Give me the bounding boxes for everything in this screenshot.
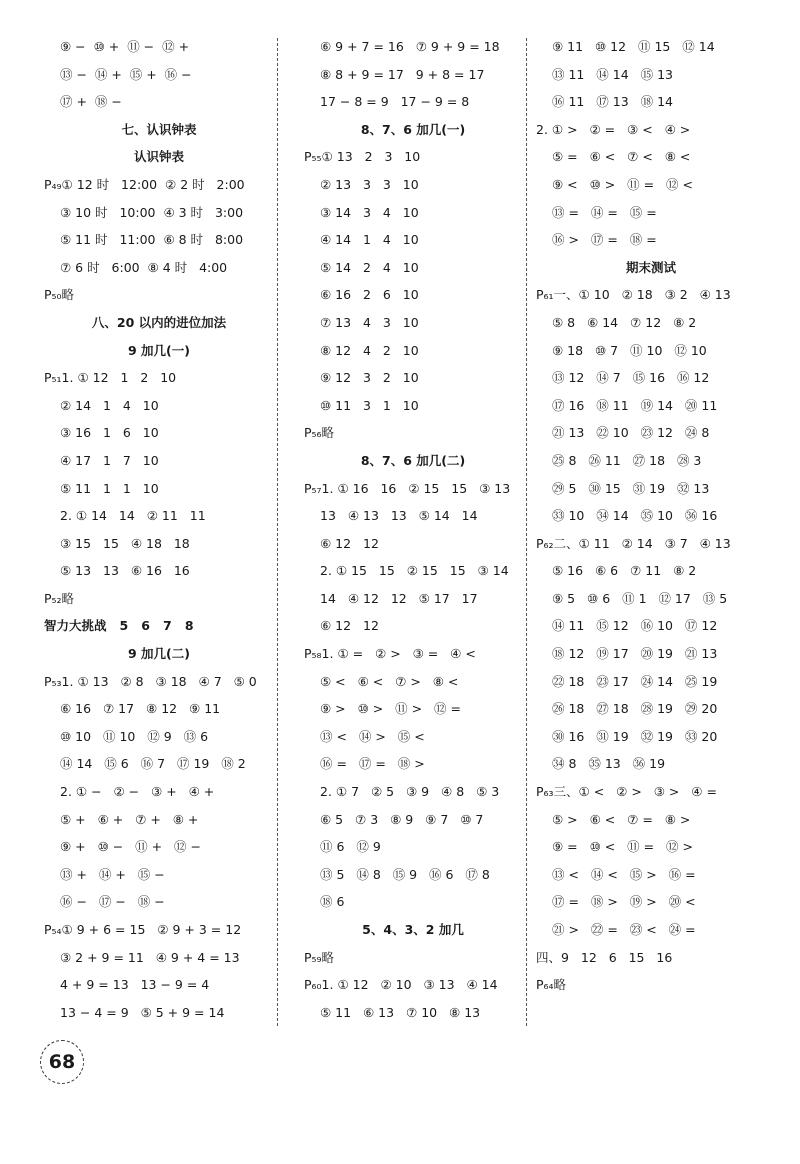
answer-line: ④ 17 1 7 10 [60, 452, 159, 468]
answer-line: P₅₇1. ① 16 16 ② 15 15 ③ 13 [304, 480, 511, 496]
answer-line: ⑰ 16 ⑱ 11 ⑲ 14 ⑳ 11 [552, 397, 718, 413]
answer-line: ⑯ > ⑰ = ⑱ = [552, 232, 657, 248]
answer-line: P₅₃1. ① 13 ② 8 ③ 18 ④ 7 ⑤ 0 [44, 673, 257, 689]
answer-line: ⑤ 11 1 1 10 [60, 480, 159, 496]
answer-line: 智力大挑战 5 6 7 8 [44, 618, 194, 634]
answer-line: ㉖ 18 ㉗ 18 ㉘ 19 ㉙ 20 [552, 701, 718, 717]
section-heading: 认识钟表 [133, 149, 184, 165]
answer-line: 14 ④ 12 12 ⑤ 17 17 [320, 590, 478, 606]
answer-line: ⑤ + ⑥ + ⑦ + ⑧ + [60, 811, 199, 827]
answer-line: ⑥ 16 ⑦ 17 ⑧ 12 ⑨ 11 [60, 701, 221, 717]
answer-line: P₆₄略 [536, 977, 567, 993]
answer-line: ⑤ 11 ⑥ 13 ⑦ 10 ⑧ 13 [320, 1004, 481, 1020]
answer-column-1 [44, 33, 274, 1023]
answer-line: ⑤ 16 ⑥ 6 ⑦ 11 ⑧ 2 [552, 563, 697, 579]
section-heading: 期末测试 [625, 259, 676, 275]
page-number-badge [40, 1040, 84, 1084]
answer-line: ㉚ 16 ㉛ 19 ㉜ 19 ㉝ 20 [552, 728, 718, 744]
answer-line: P₅₄① 9 + 6 = 15 ② 9 + 3 = 12 [44, 922, 242, 937]
answer-line: ⑤ < ⑥ < ⑦ > ⑧ < [320, 673, 459, 689]
answer-line: ⑬ 11 ⑭ 14 ⑮ 13 [552, 66, 673, 82]
section-heading: 5、4、3、2 加几 [362, 922, 464, 937]
answer-line: ⑨ < ⑩ > ⑪ = ⑫ < [552, 176, 693, 192]
answer-line: ⑱ 6 [320, 894, 345, 910]
answer-line: ㉑ 13 ㉒ 10 ㉓ 12 ㉔ 8 [552, 425, 710, 441]
answer-line: ③ 14 3 4 10 [320, 204, 419, 220]
answer-line: 2. ① 15 15 ② 15 15 ③ 14 [320, 563, 509, 579]
answer-line: ⑨ 5 ⑩ 6 ⑪ 1 ⑫ 17 ⑬ 5 [552, 590, 728, 606]
answer-line: ⑥ 16 2 6 10 [320, 287, 419, 303]
answer-line: 2. ① 7 ② 5 ③ 9 ④ 8 ⑤ 3 [320, 784, 500, 800]
answer-line: ⑥ 5 ⑦ 3 ⑧ 9 ⑨ 7 ⑩ 7 [320, 811, 484, 827]
answer-line: P₆₃三、① < ② > ③ > ④ = [536, 784, 717, 800]
answer-column-3 [536, 33, 766, 1023]
answer-line: 13 − 4 = 9 ⑤ 5 + 9 = 14 [60, 1004, 225, 1020]
answer-line: ⑬ − ⑭ + ⑮ + ⑯ − [60, 66, 192, 82]
answer-line: P₅₉略 [304, 949, 335, 965]
section-heading: 八、20 以内的进位加法 [91, 314, 227, 330]
answer-line: ⑨ 18 ⑩ 7 ⑪ 10 ⑫ 10 [552, 342, 707, 358]
answer-line: ㉙ 5 ㉚ 15 ㉛ 19 ㉜ 13 [552, 480, 710, 496]
answer-line: P₅₆略 [304, 425, 335, 441]
answer-line: 2. ① 14 14 ② 11 11 [60, 508, 206, 524]
answer-line: ③ 16 1 6 10 [60, 425, 159, 441]
answer-line: ⑨ 11 ⑩ 12 ⑪ 15 ⑫ 14 [552, 39, 715, 54]
answer-line: P₅₂略 [44, 590, 75, 606]
answer-line: P₅₅① 13 2 3 10 [304, 149, 421, 165]
answer-line: P₅₁1. ① 12 1 2 10 [44, 370, 177, 386]
answer-line: ⑨ + ⑩ − ⑪ + ⑫ − [60, 839, 201, 855]
answer-line: 四、9 12 6 15 16 [536, 949, 673, 965]
answer-line: ⑬ < ⑭ < ⑮ > ⑯ = [552, 866, 696, 882]
answer-line: ㉕ 8 ㉖ 11 ㉗ 18 ㉘ 3 [552, 452, 702, 468]
answer-line: ⑯ = ⑰ = ⑱ > [320, 756, 425, 772]
page-number: 68 [48, 1051, 76, 1073]
section-heading: 8、7、6 加几(一) [360, 121, 466, 137]
answer-line: ⑬ = ⑭ = ⑮ = [552, 204, 657, 220]
answer-line: ⑦ 6 时 6:00 ⑧ 4 时 4:00 [60, 259, 228, 275]
column-divider [526, 38, 527, 1026]
answer-line: P₆₁一、① 10 ② 18 ③ 2 ④ 13 [536, 287, 731, 303]
answer-line: ⑬ 12 ⑭ 7 ⑮ 16 ⑯ 12 [552, 370, 710, 386]
answer-line: ⑤ 13 13 ⑥ 16 16 [60, 563, 190, 579]
answer-line: ⑯ − ⑰ − ⑱ − [60, 894, 165, 910]
answer-line: ⑤ = ⑥ < ⑦ < ⑧ < [552, 149, 691, 165]
answer-line: P₅₀略 [44, 287, 75, 303]
answer-line: ⑤ 8 ⑥ 14 ⑦ 12 ⑧ 2 [552, 314, 697, 330]
answer-line: ㉒ 18 ㉓ 17 ㉔ 14 ㉕ 19 [552, 673, 718, 689]
answer-line: ⑬ 5 ⑭ 8 ⑮ 9 ⑯ 6 ⑰ 8 [320, 866, 490, 882]
section-heading: 9 加几(二) [128, 646, 190, 662]
column-divider [277, 38, 278, 1026]
answer-line: ③ 2 + 9 = 11 ④ 9 + 4 = 13 [60, 949, 240, 965]
answer-line: 2. ① > ② = ③ < ④ > [536, 121, 691, 137]
answer-column-2 [304, 33, 522, 1023]
answer-line: ② 13 3 3 10 [320, 176, 419, 192]
answer-line: ⑩ 11 3 1 10 [320, 397, 419, 413]
answer-line: ⑧ 8 + 9 = 17 9 + 8 = 17 [320, 66, 485, 82]
answer-line: ⑤ > ⑥ < ⑦ = ⑧ > [552, 811, 691, 827]
answer-line: ⑰ + ⑱ − [60, 94, 122, 110]
answer-line: ⑤ 14 2 4 10 [320, 259, 419, 275]
answer-line: 13 ④ 13 13 ⑤ 14 14 [320, 508, 478, 524]
answer-line: ㉞ 8 ㉟ 13 ㊱ 19 [552, 756, 666, 772]
answer-line: ⑰ = ⑱ > ⑲ > ⑳ < [552, 894, 696, 910]
answer-line: ⑤ 11 时 11:00 ⑥ 8 时 8:00 [60, 232, 244, 248]
answer-line: P₆₂二、① 11 ② 14 ③ 7 ④ 13 [536, 535, 731, 551]
answer-line: ㉝ 10 ㉞ 14 ㉟ 10 ㊱ 16 [552, 508, 718, 524]
answer-line: P₄₉① 12 时 12:00 ② 2 时 2:00 [44, 176, 245, 192]
answer-line: ③ 15 15 ④ 18 18 [60, 535, 190, 551]
answer-line: ⑬ + ⑭ + ⑮ − [60, 866, 165, 882]
answer-line: ㉑ > ㉒ = ㉓ < ㉔ = [552, 922, 696, 937]
answer-line: ⑨ = ⑩ < ⑪ = ⑫ > [552, 839, 693, 855]
answer-line: ⑨ 12 3 2 10 [320, 370, 419, 386]
answer-line: 17 − 8 = 9 17 − 9 = 8 [320, 94, 470, 110]
section-heading: 9 加几(一) [128, 342, 190, 358]
answer-line: ⑱ 12 ⑲ 17 ⑳ 19 ㉑ 13 [552, 646, 718, 662]
answer-line: ⑧ 12 4 2 10 [320, 342, 419, 358]
answer-line: 2. ① − ② − ③ + ④ + [60, 784, 215, 800]
answer-line: ⑥ 12 12 [320, 618, 379, 634]
answer-line: P₆₀1. ① 12 ② 10 ③ 13 ④ 14 [304, 977, 498, 993]
answer-line: ⑥ 9 + 7 = 16 ⑦ 9 + 9 = 18 [320, 39, 500, 54]
answer-line: ⑭ 11 ⑮ 12 ⑯ 10 ⑰ 12 [552, 618, 718, 634]
answer-line: ⑬ < ⑭ > ⑮ < [320, 728, 425, 744]
answer-line: ③ 10 时 10:00 ④ 3 时 3:00 [60, 204, 244, 220]
section-heading: 七、认识钟表 [121, 121, 197, 137]
answer-line: ⑨ − ⑩ + ⑪ − ⑫ + [60, 39, 190, 54]
answer-line: ⑯ 11 ⑰ 13 ⑱ 14 [552, 94, 673, 110]
answer-line: ④ 14 1 4 10 [320, 232, 419, 248]
answer-line: ⑦ 13 4 3 10 [320, 314, 419, 330]
answer-line: ② 14 1 4 10 [60, 397, 159, 413]
answer-line: ⑥ 12 12 [320, 535, 379, 551]
answer-line: 4 + 9 = 13 13 − 9 = 4 [60, 977, 210, 993]
answer-line: ⑨ > ⑩ > ⑪ > ⑫ = [320, 701, 461, 717]
answer-line: P₅₈1. ① = ② > ③ = ④ < [304, 646, 476, 662]
answer-line: ⑩ 10 ⑪ 10 ⑫ 9 ⑬ 6 [60, 728, 209, 744]
section-heading: 8、7、6 加几(二) [360, 452, 466, 468]
answer-line: ⑭ 14 ⑮ 6 ⑯ 7 ⑰ 19 ⑱ 2 [60, 756, 246, 772]
answer-line: ⑪ 6 ⑫ 9 [320, 839, 381, 855]
